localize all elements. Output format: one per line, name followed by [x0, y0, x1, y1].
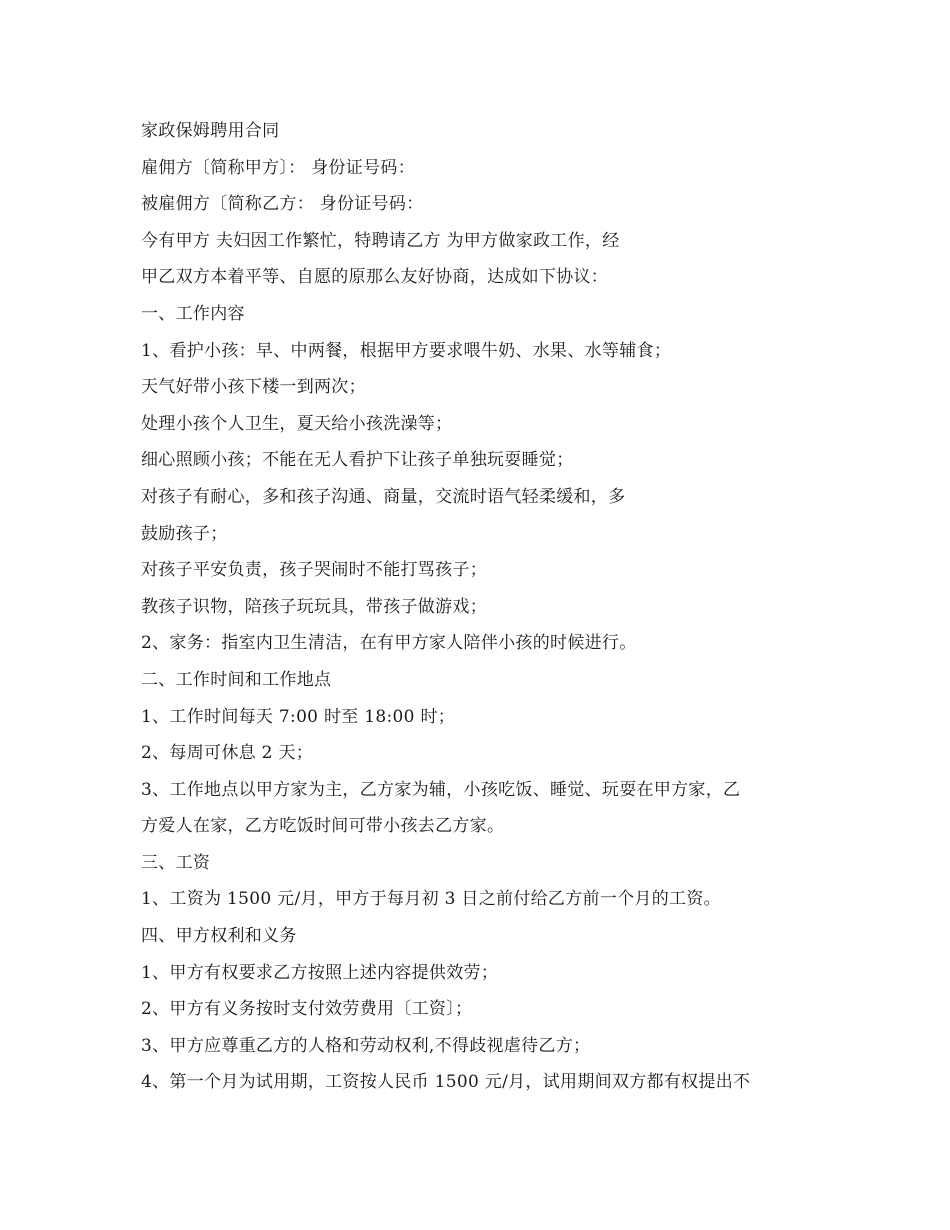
clause-party-a-right-4: 4、第一个月为试用期，工资按人民币 1500 元/月，试用期间双方都有权提出不 [141, 1072, 751, 1093]
document-title: 家政保姆聘用合同 [141, 121, 280, 141]
clause-line: 方爱人在家，乙方吃饭时间可带小孩去乙方家。 [141, 816, 505, 837]
clause-salary: 1、工资为 1500 元/月，甲方于每月初 3 日之前付给乙方前一个月的工资。 [141, 889, 721, 910]
clause-party-a-right-3: 3、甲方应尊重乙方的人格和劳动权利,不得歧视虐待乙方； [141, 1035, 591, 1056]
section-heading-work-time-place: 二、工作时间和工作地点 [141, 669, 332, 690]
clause-line: 处理小孩个人卫生，夏天给小孩洗澡等； [141, 413, 453, 434]
clause-line: 天气好带小孩下楼一到两次； [141, 377, 366, 398]
section-heading-party-a-rights: 四、甲方权利和义务 [141, 926, 297, 947]
clause-work-place: 3、工作地点以甲方家为主，乙方家为辅，小孩吃饭、睡觉、玩耍在甲方家，乙 [141, 779, 741, 800]
clause-party-a-right-2: 2、甲方有义务按时支付效劳费用〔工资〕； [141, 999, 473, 1020]
clause-days-off: 2、每周可休息 2 天； [141, 743, 314, 764]
clause-line: 对孩子平安负责，孩子哭闹时不能打骂孩子； [141, 560, 487, 581]
clause-line: 教孩子识物，陪孩子玩玩具，带孩子做游戏； [141, 596, 487, 617]
document-body [141, 113, 811, 1101]
preamble-line-1: 今有甲方 夫妇因工作繁忙，特聘请乙方 为甲方做家政工作，经 [141, 230, 620, 251]
section-heading-work-content: 一、工作内容 [141, 303, 245, 324]
clause-work-hours: 1、工作时间每天 7:00 时至 18:00 时； [141, 706, 456, 727]
clause-line: 细心照顾小孩；不能在无人看护下让孩子单独玩耍睡觉； [141, 450, 574, 471]
employer-line: 雇佣方〔简称甲方〕： 身份证号码： [141, 157, 416, 178]
clause-housework: 2、家务：指室内卫生清洁，在有甲方家人陪伴小孩的时候进行。 [141, 633, 637, 654]
preamble-line-2: 甲乙双方本着平等、自愿的原那么友好协商，达成如下协议： [141, 267, 609, 288]
clause-party-a-right-1: 1、甲方有权要求乙方按照上述内容提供效劳； [141, 962, 499, 983]
section-heading-salary: 三、工资 [141, 852, 211, 873]
employee-line: 被雇佣方〔简称乙方： 身份证号码： [141, 194, 424, 215]
clause-line: 鼓励孩子； [141, 523, 228, 544]
clause-childcare: 1、看护小孩：早、中两餐，根据甲方要求喂牛奶、水果、水等辅食； [141, 340, 672, 361]
clause-line: 对孩子有耐心，多和孩子沟通、商量，交流时语气轻柔缓和，多 [141, 486, 626, 507]
